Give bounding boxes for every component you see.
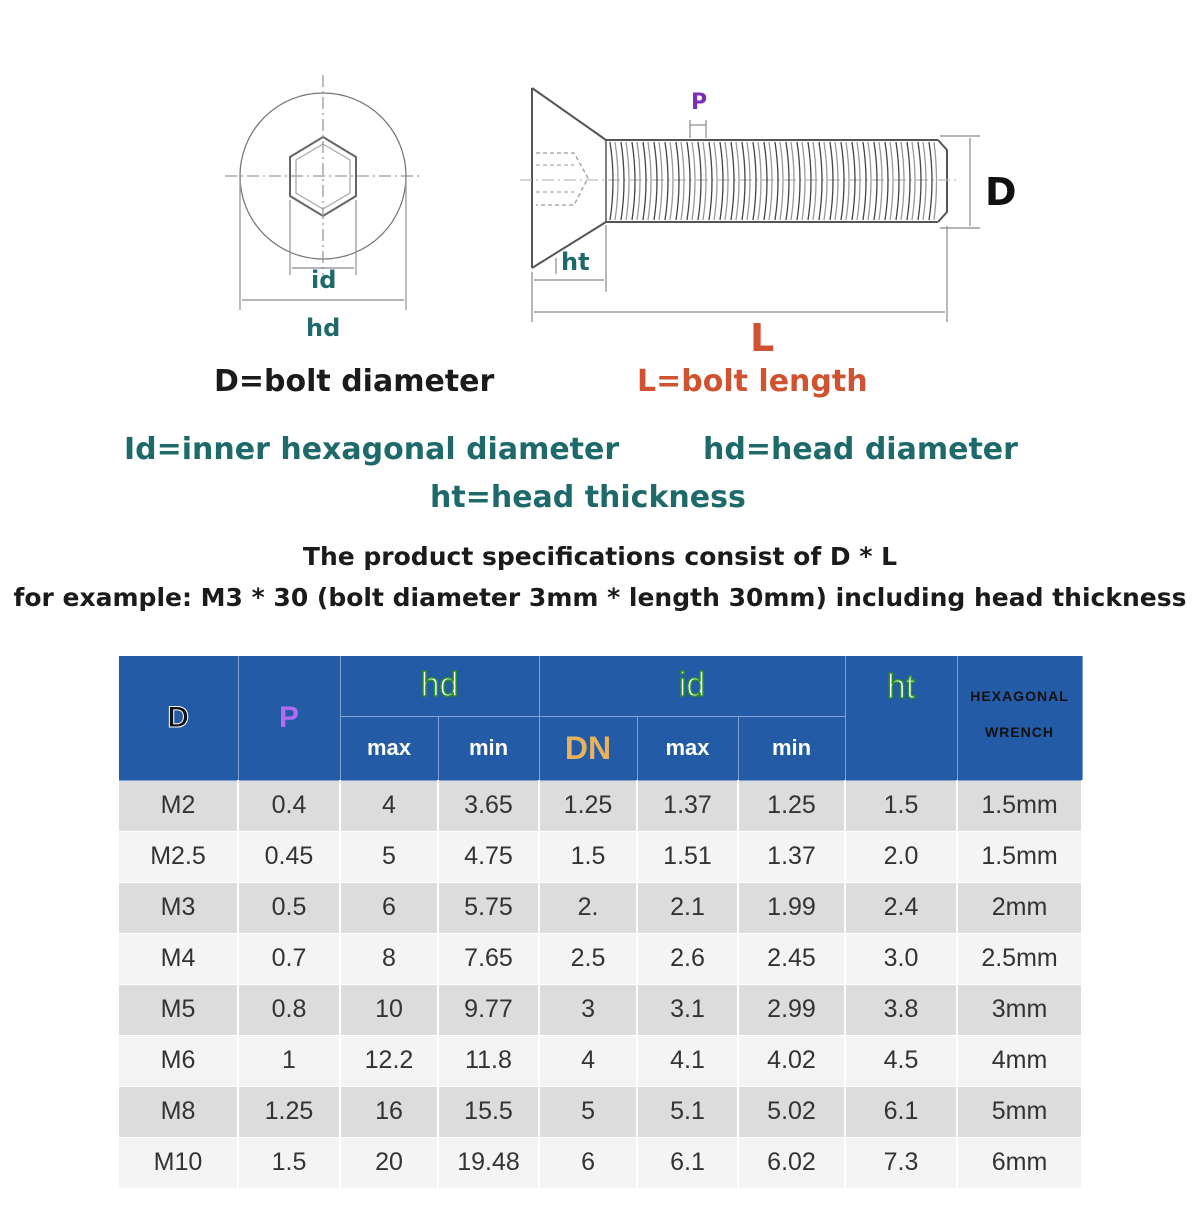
spec-line-1: The product specifications consist of D * L [302,542,898,571]
cell-dn: 1.5 [539,831,637,882]
cell-d: M4 [119,933,238,984]
table-row [119,1035,1082,1086]
cell-wrench: 1.5mm [957,780,1082,831]
cell-hd-min: 15.5 [438,1086,539,1137]
cell-hd-max: 5 [340,831,438,882]
cell-hd-max: 20 [340,1137,438,1188]
cell-wrench: 2mm [957,882,1082,933]
bolt-technical-drawing [0,0,1200,420]
cell-id-max: 4.1 [637,1035,738,1086]
table-row [119,780,1082,831]
header-hd-min: min [438,716,539,780]
cell-p: 0.7 [238,933,340,984]
cell-d: M3 [119,882,238,933]
hd-dimension-label: hd [306,314,341,342]
header-id-min: min [738,716,845,780]
cell-dn: 2.5 [539,933,637,984]
cell-id-min: 1.25 [738,780,845,831]
thread-pattern [610,142,937,220]
cell-d: M2.5 [119,831,238,882]
cell-dn: 1.25 [539,780,637,831]
table-row [119,1137,1082,1188]
cell-id-max: 2.1 [637,882,738,933]
cell-ht: 3.0 [845,933,957,984]
table-row [119,831,1082,882]
header-hd: hd [340,656,539,716]
definition-head-thickness: ht=head thickness [430,480,746,515]
cell-dn: 3 [539,984,637,1035]
cell-ht: 2.4 [845,882,957,933]
cell-p: 0.4 [238,780,340,831]
header-dn: DN [539,716,637,780]
cell-ht: 1.5 [845,780,957,831]
cell-id-max: 6.1 [637,1137,738,1188]
cell-ht: 3.8 [845,984,957,1035]
header-d: D [119,656,238,780]
header-ht: ht [845,656,957,780]
cell-dn: 6 [539,1137,637,1188]
cell-p: 0.5 [238,882,340,933]
cell-id-max: 3.1 [637,984,738,1035]
cell-hd-min: 4.75 [438,831,539,882]
table-row [119,984,1082,1035]
cell-d: M10 [119,1137,238,1188]
cell-id-min: 5.02 [738,1086,845,1137]
cell-hd-min: 19.48 [438,1137,539,1188]
cell-ht: 6.1 [845,1086,957,1137]
cell-wrench: 6mm [957,1137,1082,1188]
cell-dn: 5 [539,1086,637,1137]
definition-head-diameter: hd=head diameter [703,432,1018,467]
cell-hd-max: 6 [340,882,438,933]
cell-d: M6 [119,1035,238,1086]
cell-wrench: 3mm [957,984,1082,1035]
cell-wrench: 5mm [957,1086,1082,1137]
cell-hd-min: 9.77 [438,984,539,1035]
cell-id-min: 2.99 [738,984,845,1035]
cell-wrench: 1.5mm [957,831,1082,882]
header-p: P [238,656,340,780]
table-row [119,882,1082,933]
header-hd-max: max [340,716,438,780]
cell-hd-min: 3.65 [438,780,539,831]
cell-dn: 2. [539,882,637,933]
cell-d: M2 [119,780,238,831]
cell-wrench: 2.5mm [957,933,1082,984]
cell-p: 0.45 [238,831,340,882]
cell-id-min: 6.02 [738,1137,845,1188]
cell-hd-max: 16 [340,1086,438,1137]
header-id: id [539,656,845,716]
table-row [119,1086,1082,1137]
spec-line-2: for example: M3 * 30 (bolt diameter 3mm * length 30mm) including head thickness [13,583,1187,612]
pitch-label: P [691,90,708,115]
cell-id-min: 2.45 [738,933,845,984]
cell-id-max: 5.1 [637,1086,738,1137]
cell-hd-min: 5.75 [438,882,539,933]
diameter-label: D [985,170,1017,214]
cell-hd-max: 12.2 [340,1035,438,1086]
cell-p: 0.8 [238,984,340,1035]
header-id-max: max [637,716,738,780]
specifications-table-body [119,780,1082,1188]
length-label: L [750,316,775,360]
cell-d: M5 [119,984,238,1035]
cell-p: 1.25 [238,1086,340,1137]
cell-hd-min: 11.8 [438,1035,539,1086]
definition-bolt-diameter: D=bolt diameter [214,364,495,399]
cell-id-max: 1.37 [637,780,738,831]
cell-dn: 4 [539,1035,637,1086]
cell-hd-min: 7.65 [438,933,539,984]
cell-p: 1.5 [238,1137,340,1188]
cell-ht: 7.3 [845,1137,957,1188]
cell-id-max: 2.6 [637,933,738,984]
id-dimension-label: id [311,266,337,294]
specifications-table [119,656,1083,1189]
cell-hd-max: 10 [340,984,438,1035]
cell-d: M8 [119,1086,238,1137]
table-row [119,933,1082,984]
definition-inner-hex-diameter: Id=inner hexagonal diameter [124,432,620,467]
cell-id-max: 1.51 [637,831,738,882]
cell-id-min: 4.02 [738,1035,845,1086]
definition-bolt-length: L=bolt length [637,364,868,399]
cell-hd-max: 4 [340,780,438,831]
cell-p: 1 [238,1035,340,1086]
ht-dimension-label: ht [561,248,590,276]
cell-id-min: 1.99 [738,882,845,933]
header-hexagonal-wrench: HEXAGONAL WRENCH [957,656,1082,780]
cell-ht: 4.5 [845,1035,957,1086]
cell-wrench: 4mm [957,1035,1082,1086]
cell-hd-max: 8 [340,933,438,984]
cell-ht: 2.0 [845,831,957,882]
cell-id-min: 1.37 [738,831,845,882]
